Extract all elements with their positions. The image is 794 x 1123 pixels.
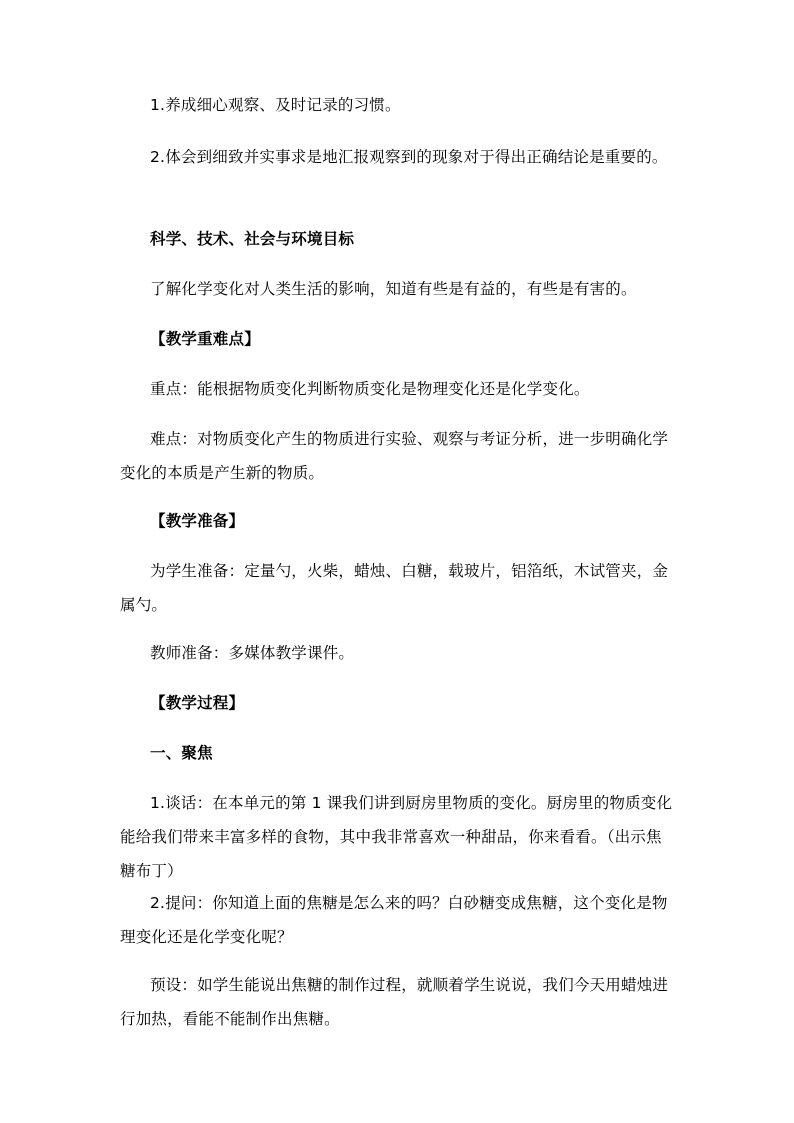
objective-2: 2.体会到细致并实事求是地汇报观察到的现象对于得出正确结论是重要的。 [150, 148, 668, 166]
process-step-2: 2.提问：你知道上面的焦糖是怎么来的吗？白砂糖变成焦糖，这个变化是物理变化还是化学变化呢？ [120, 894, 668, 946]
difficult-point: 难点：对物质变化产生的物质进行实验、观察与考证分析，进一步明确化学变化的本质是产生新的物质。 [120, 430, 669, 482]
section-heading-preparation: 【教学准备】 [150, 512, 245, 530]
process-preset: 预设：如学生能说出焦糖的制作过程，就顺着学生说说，我们今天用蜡烛进行加热，看能不能制作出焦糖。 [120, 976, 669, 1028]
key-point: 重点：能根据物质变化判断物质变化是物理变化还是化学变化。 [150, 380, 590, 398]
section-heading-key-points: 【教学重难点】 [150, 330, 260, 348]
section-heading-process: 【教学过程】 [150, 694, 245, 712]
teacher-preparation: 教师准备：多媒体教学课件。 [150, 644, 355, 662]
process-step-1: 1.谈话：在本单元的第 1 课我们讲到厨房里物质的变化。厨房里的物质变化能给我们带来丰富多样的食物，其中我非常喜欢一种甜品，你来看看。（出示焦糖布丁） [120, 794, 673, 880]
sts-objective: 了解化学变化对人类生活的影响，知道有些是有益的，有些是有害的。 [150, 280, 637, 298]
student-preparation: 为学生准备：定量勺，火柴，蜡烛、白糖，载玻片，铝箔纸，木试管夹，金属勺。 [120, 562, 669, 614]
objective-1: 1.养成细心观察、及时记录的习惯。 [150, 96, 401, 114]
section-heading-sts: 科学、技术、社会与环境目标 [150, 230, 355, 248]
subsection-heading-focus: 一、聚焦 [150, 744, 213, 762]
